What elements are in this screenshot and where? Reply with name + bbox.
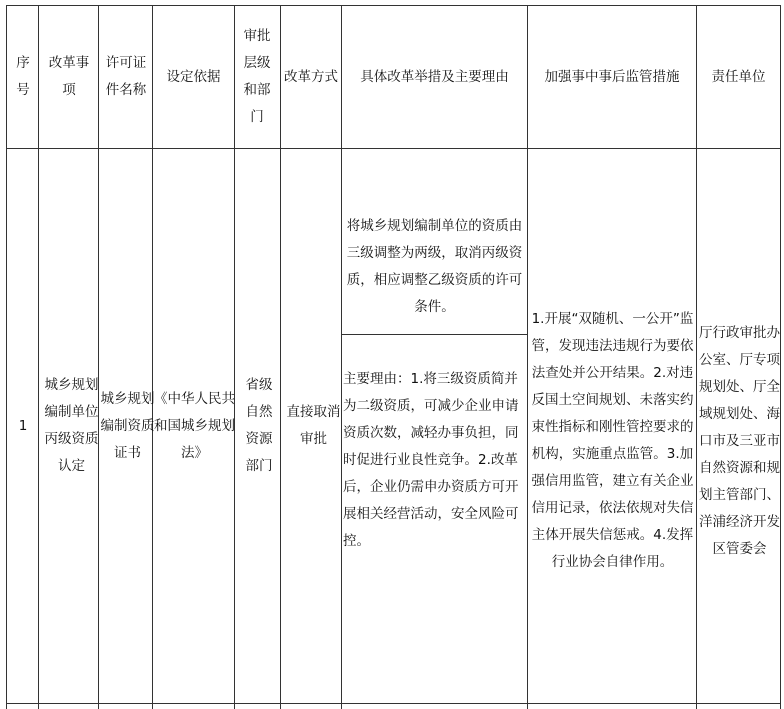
header-basis: 设定依据 [166,68,221,85]
row-item: 城乡规划编制单位丙级资质认定 [44,377,99,474]
row-divider [6,703,781,704]
col-border [280,5,281,709]
row-basis: 《中华人民共和国城乡规划法》 [154,390,235,461]
header-unit: 责任单位 [711,68,766,85]
header-method: 改革方式 [284,68,338,85]
row-supervision: 1.开展“双随机、一公开”监管，发现违法违规行为要依法查处并公开结果。2.对违反国土空间规划、未落实约束性指标和刚性管控要求的机构，实施重点监管。3.加强信用监管，建立有关企业信用记录，依法依规对失信主体开展失信惩戒。4.发挥行业协会自律作用。 [531,311,694,570]
row-seq: 1 [18,417,28,434]
col-border [6,5,7,709]
row-method: 直接取消审批 [286,404,341,447]
header-license: 许可证件名称 [105,55,147,98]
row-reason: 主要理由：1.将三级资质简并为二级资质，可减少企业申请资质次数，减轻办事负担，同时促进行业良性竞争。2.改革后，企业仍需申办资质方可开展相关经营活动，安全风险可控。 [343,370,519,549]
header-measures: 具体改革举措及主要理由 [360,68,509,85]
row-measure: 将城乡规划编制单位的资质由三级调整为两级，取消丙级资质，相应调整乙级资质的许可条件。 [346,217,523,315]
row-license: 城乡规划编制资质证书 [100,390,155,461]
col-border [38,5,39,709]
row-unit: 厅行政审批办公室、厅专项规划处、厅全域规划处、海口市及三亚市自然资源和规划主管部门、洋浦经济开发区管委会 [699,324,780,557]
row-level: 省级自然资源部门 [245,377,273,474]
header-item: 改革事项 [48,55,90,98]
header-supervision: 加强事中事后监管措施 [544,68,680,85]
header-seq: 序号 [16,55,30,98]
header-level: 审批层级和部门 [243,28,271,125]
